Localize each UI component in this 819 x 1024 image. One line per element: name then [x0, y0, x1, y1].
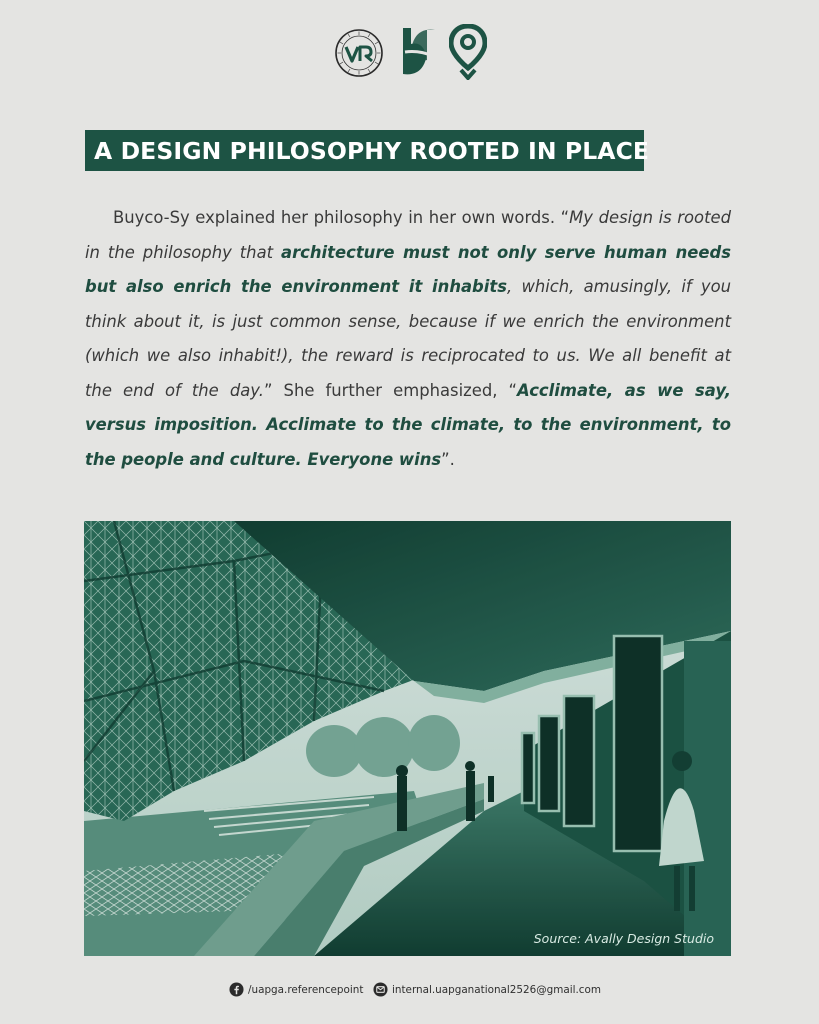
facebook-link[interactable]: [229, 982, 363, 997]
paragraph-close: ”.: [441, 449, 455, 469]
reference-point-db-logo: [395, 26, 443, 78]
uapga-seal-logo: [334, 28, 384, 78]
quote-two-emphasis: Acclimate, as we say, versus imposition. Acclimate to the climate, to the environment, to the people and culture. Everyone wins: [85, 380, 731, 469]
facebook-icon: [229, 982, 244, 997]
section-title: A DESIGN PHILOSOPHY ROOTED IN PLACE: [94, 136, 650, 165]
paragraph-transition: ” She further emphasized, “: [263, 380, 518, 400]
footer: [0, 982, 819, 1002]
image-caption: Source: Avally Design Studio: [533, 931, 714, 946]
paragraph-intro: Buyco-Sy explained her philosophy in her own words. “: [113, 208, 570, 227]
header-logos: [0, 22, 819, 82]
quote-one-end: , which, amusingly, if you think about it, is just common sense, because if we enrich the environment (which we also inhabit!), the reward is reciprocated to us. We all benefit at the end of the day.: [85, 277, 731, 400]
section-title-bar: [85, 130, 650, 171]
quote-one-start: My design is rooted in the philosophy that: [85, 208, 731, 262]
email-link[interactable]: [373, 982, 601, 997]
location-pin-logo: [449, 24, 487, 80]
article-paragraph: [85, 201, 731, 477]
facebook-handle: /uapga.referencepoint: [248, 983, 364, 996]
email-address: internal.uapganational2526@gmail.com: [392, 983, 601, 996]
render-illustration: [84, 521, 731, 956]
quote-one-emphasis: architecture must not only serve human needs but also enrich the environment it inhabits: [85, 242, 731, 296]
email-icon: [373, 982, 388, 997]
architectural-render-image: [84, 521, 731, 956]
